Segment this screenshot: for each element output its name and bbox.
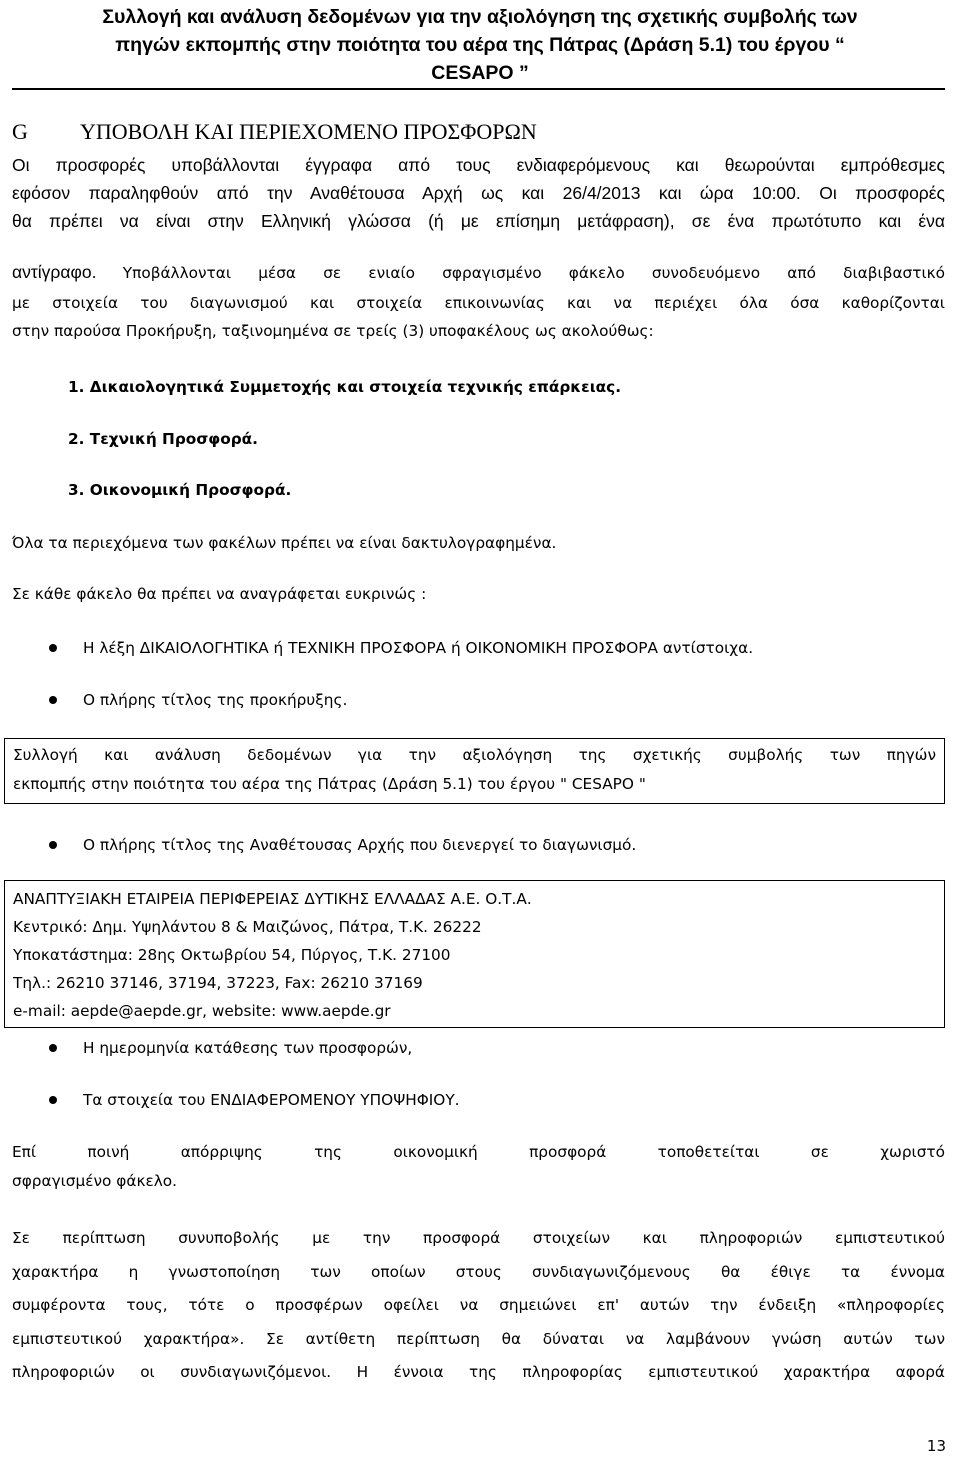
document-header-title bbox=[30, 3, 930, 87]
labels-intro: Σε κάθε φάκελο θα πρέπει να αναγράφεται ευκρινώς : bbox=[12, 585, 427, 603]
intro-paragraph-continued bbox=[12, 258, 945, 346]
list-item-text: Τα στοιχεία του ΕΝΔΙΑΦΕΡΟΜΕΝΟΥ ΥΠΟΨΗΦΙΟΥ. bbox=[83, 1091, 460, 1109]
bullet-icon bbox=[49, 1044, 57, 1052]
intro-line: εφόσον παραληφθούν από την Αναθέτουσα Αρχή ως και 26/4/2013 και ώρα 10:00. Οι προσφορές bbox=[12, 183, 945, 204]
header-title-line: Συλλογή και ανάλυση δεδομένων για την αξιολόγηση της σχετικής συμβολής των bbox=[102, 6, 858, 28]
bullet-icon bbox=[49, 696, 57, 704]
tender-title-box bbox=[4, 738, 945, 804]
intro-paragraph bbox=[12, 151, 945, 236]
intro-line: με στοιχεία του διαγωνισμού και στοιχεία επικοινωνίας και να περιέχει όλα όσα καθορίζονται bbox=[12, 293, 945, 312]
org-address-branch: Υποκατάστημα: 28ης Οκτωβρίου 54, Πύργος, Τ.Κ. 27100 bbox=[13, 946, 451, 964]
bullet-icon bbox=[49, 841, 57, 849]
intro-line: Οι προσφορές υποβάλλονται έγγραφα από τους ενδιαφερόμενους και θεωρούνται εμπρόθεσμες bbox=[12, 155, 945, 175]
confidentiality-line: εμπιστευτικού χαρακτήρα». Σε αντίθετη περίπτωση θα δύναται να λαμβάνουν γνώση αυτών των bbox=[12, 1329, 945, 1348]
header-title-line: πηγών εκπομπής στην ποιότητα του αέρα της Πάτρας (Δράση 5.1) του έργου “ bbox=[115, 34, 845, 56]
intro-line: στην παρούσα Προκήρυξη, ταξινομημένα σε τρείς (3) υποφακέλους ως ακολούθως: bbox=[12, 322, 654, 340]
section-heading bbox=[12, 118, 537, 146]
intro-word-copy: αντίγραφο. bbox=[12, 262, 97, 282]
org-address-main: Κεντρικό: Δημ. Υψηλάντου 8 & Μαιζώνος, Πάτρα, Τ.Κ. 26222 bbox=[13, 918, 482, 936]
org-name: ΑΝΑΠΤΥΞΙΑΚΗ ΕΤΑΙΡΕΙΑ ΠΕΡΙΦΕΡΕΙΑΣ ΔΥΤΙΚΗΣ ΕΛΛΑΔΑΣ Α.Ε. Ο.Τ.Α. bbox=[13, 890, 532, 908]
confidentiality-line: χαρακτήρα η γνωστοποίηση των οποίων στους συνδιαγωνιζόμενους θα έθιγε τα έννομα bbox=[12, 1262, 945, 1281]
bullet-icon bbox=[49, 1096, 57, 1104]
penalty-line: σφραγισμένο φάκελο. bbox=[12, 1171, 178, 1190]
page-number: 13 bbox=[926, 1437, 946, 1455]
section-title: ΥΠΟΒΟΛΗ ΚΑΙ ΠΕΡΙΕΧΟΜΕΝΟ ΠΡΟΣΦΟΡΩΝ bbox=[80, 119, 537, 144]
tender-title-line: Συλλογή και ανάλυση δεδομένων για την αξιολόγηση της σχετικής συμβολής των πηγών bbox=[13, 746, 936, 764]
tender-title-line: εκπομπής στην ποιότητα του αέρα της Πάτρας (Δράση 5.1) του έργου " CESAPO " bbox=[13, 775, 646, 793]
contracting-authority-box bbox=[4, 880, 945, 1028]
subfolder-item-2: 2. Τεχνική Προσφορά. bbox=[68, 430, 258, 448]
list-item-text: Ο πλήρης τίτλος της προκήρυξης. bbox=[83, 691, 348, 709]
section-letter: G bbox=[12, 119, 28, 144]
org-phone-fax: Τηλ.: 26210 37146, 37194, 37223, Fax: 26210 37169 bbox=[13, 974, 423, 992]
penalty-line: Επί ποινή απόρριψης της οικονομική προσφορά τοποθετείται σε χωριστό bbox=[12, 1143, 945, 1161]
list-item-text: Ο πλήρης τίτλος της Αναθέτουσας Αρχής που διενεργεί το διαγωνισμό. bbox=[83, 836, 637, 854]
confidentiality-line: συμφέροντα τους, τότε ο προσφέρων οφείλει να σημειώνει επ' αυτών την ένδειξη «πληροφορίες bbox=[12, 1296, 945, 1315]
typed-note: Όλα τα περιεχόμενα των φακέλων πρέπει να είναι δακτυλογραφημένα. bbox=[12, 534, 557, 552]
list-item-text: Η ημερομηνία κατάθεσης των προσφορών, bbox=[83, 1039, 413, 1057]
penalty-paragraph bbox=[12, 1138, 945, 1195]
list-item-text: Η λέξη ΔΙΚΑΙΟΛΟΓΗΤΙΚΑ ή ΤΕΧΝΙΚΗ ΠΡΟΣΦΟΡΑ ή ΟΙΚΟΝΟΜΙΚΗ ΠΡΟΣΦΟΡΑ αντίστοιχα. bbox=[83, 639, 754, 657]
confidentiality-paragraph bbox=[12, 1222, 945, 1390]
header-title-line: CESAPO ” bbox=[431, 62, 529, 84]
confidentiality-line: πληροφοριών οι συνδιαγωνιζόμενοι. Η έννοια της πληροφορίας εμπιστευτικού χαρακτήρα αφορά bbox=[12, 1363, 945, 1382]
org-email-website: e-mail: aepde@aepde.gr, website: www.aepde.gr bbox=[13, 1002, 391, 1020]
intro-line bbox=[12, 258, 945, 289]
intro-line: θα πρέπει να είναι στην Ελληνική γλώσσα (ή με επίσημη μετάφραση), σε ένα πρωτότυπο και ένα bbox=[12, 211, 945, 232]
header-divider bbox=[12, 88, 945, 90]
subfolder-item-1: 1. Δικαιολογητικά Συμμετοχής και στοιχεία τεχνικής επάρκειας. bbox=[68, 378, 622, 396]
intro-line-4: Υποβάλλονται μέσα σε ενιαίο σφραγισμένο φάκελο συνοδευόμενο από διαβιβαστικό bbox=[122, 264, 945, 282]
bullet-icon bbox=[49, 644, 57, 652]
confidentiality-line: Σε περίπτωση συνυποβολής με την προσφορά στοιχείων και πληροφοριών εμπιστευτικού bbox=[12, 1229, 945, 1247]
subfolder-item-3: 3. Οικονομική Προσφορά. bbox=[68, 481, 292, 499]
